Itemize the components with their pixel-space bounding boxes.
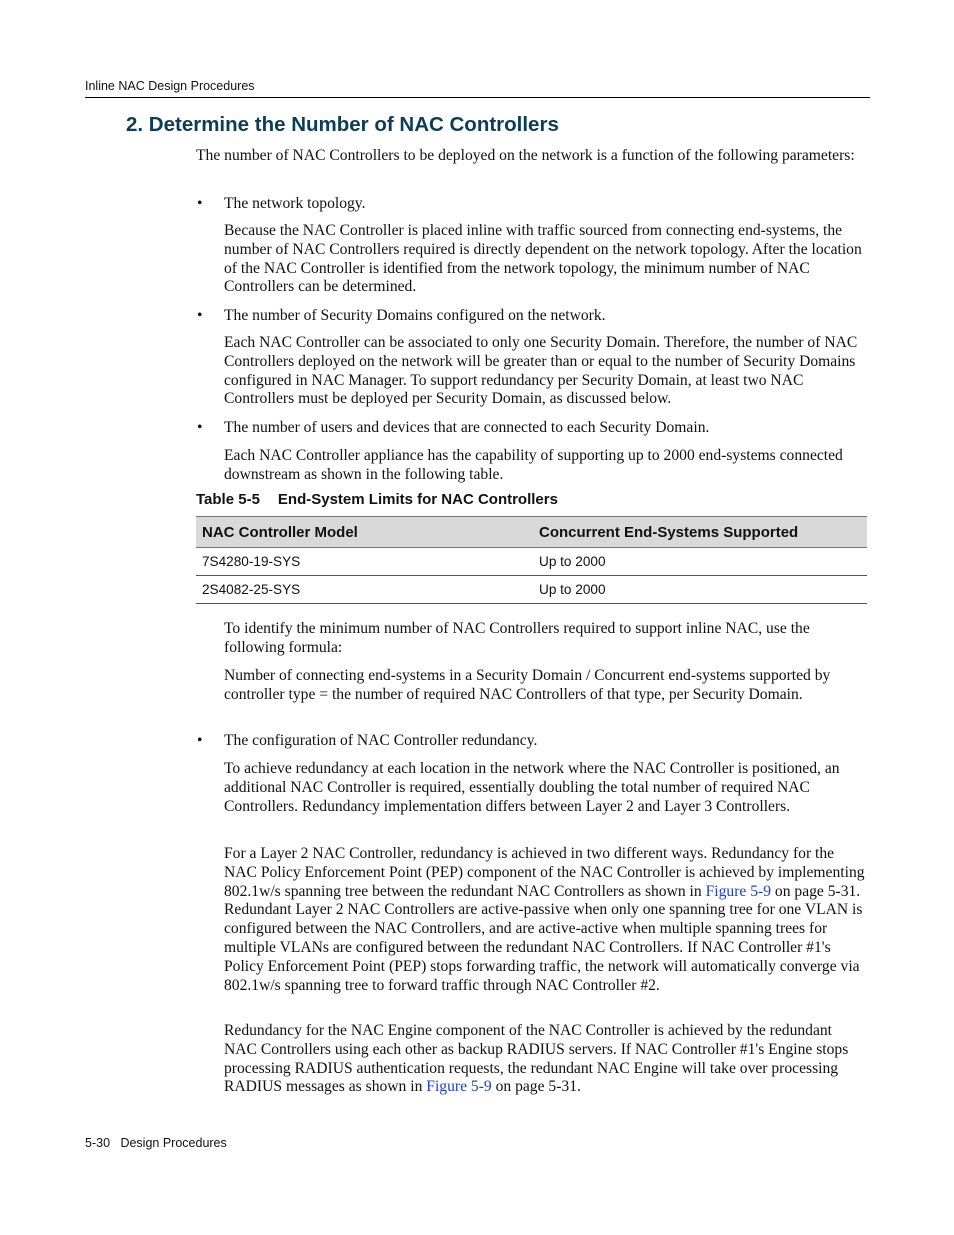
- table-header-row: [196, 517, 867, 548]
- intro-paragraph: [196, 147, 868, 166]
- list-item-security-domains: [197, 307, 868, 326]
- table-cell-concurrent: Up to 2000: [533, 576, 867, 604]
- bullet-paragraph: [224, 222, 868, 297]
- end-system-limits-table: [196, 516, 867, 604]
- redundancy-text: To achieve redundancy at each location in the network where the NAC Controller is positioned, an additional NAC Controller is required, essentially doubling the total number of required NAC Controllers. Redundancy implementation differs between Layer 2 and Layer 3 Controllers.: [224, 760, 840, 815]
- formula-intro-paragraph: [224, 620, 868, 658]
- list-item-redundancy: [197, 732, 868, 751]
- layer2-redundancy-text: [224, 845, 868, 995]
- column-header-model: NAC Controller Model: [196, 517, 533, 548]
- bullet-paragraph-text: Because the NAC Controller is placed inline with traffic sourced from connecting end-systems, the number of NAC Controllers required is directly dependent on the network topology. After the location of the NAC Controller is identified from the network topology, the minimum number of NAC Controllers can be determined.: [224, 222, 862, 296]
- bullet-icon: •: [197, 307, 203, 324]
- section-title: 2. Determine the Number of NAC Controllers: [126, 113, 559, 136]
- list-item-users-devices: [197, 419, 868, 438]
- bullet-icon: •: [197, 195, 203, 212]
- page-number: 5-30: [85, 1136, 111, 1150]
- engine-redundancy-paragraph: [224, 1022, 868, 1097]
- running-header: Inline NAC Design Procedures: [85, 79, 255, 93]
- list-item-network-topology: [197, 195, 868, 214]
- page-footer: [85, 1136, 227, 1150]
- engine-text-before: Redundancy for the NAC Engine component of the NAC Controller is achieved by the redundant NAC Controllers using each other as backup RADIUS servers. If NAC Controller #1's Engine stops processing RADIUS authentication requests, the redundant NAC Engine will take over processing RADIUS messages as shown in: [224, 1022, 849, 1096]
- table-caption-title: End-System Limits for NAC Controllers: [277, 491, 558, 508]
- bullet-paragraph-text: Each NAC Controller appliance has the capability of supporting up to 2000 end-systems connected downstream as shown in the following table.: [224, 447, 843, 483]
- table-row: [196, 576, 867, 604]
- figure-5-9-link[interactable]: Figure 5-9: [426, 1078, 492, 1096]
- formula-text: Number of connecting end-systems in a Security Domain / Concurrent end-systems supported by controller type = the number of required NAC Controllers of that type, per Security Domain.: [224, 667, 831, 703]
- formula-paragraph: [224, 667, 848, 705]
- bullet-label: The number of users and devices that are connected to each Security Domain.: [224, 419, 710, 436]
- bullet-paragraph-text: Each NAC Controller can be associated to only one Security Domain. Therefore, the number of NAC Controllers deployed on the network will be greater than or equal to the number of Security Domains configured in NAC Manager. To support redundancy per Security Domain, at least two NAC Controllers must be deployed per Security Domain, as discussed below.: [224, 334, 858, 408]
- bullet-label: The number of Security Domains configured on the network.: [224, 307, 606, 324]
- table-caption: [196, 491, 558, 508]
- figure-5-9-link[interactable]: Figure 5-9: [705, 882, 771, 900]
- column-header-concurrent: Concurrent End-Systems Supported: [533, 517, 867, 548]
- engine-redundancy-text: [224, 1022, 868, 1097]
- header-rule: [85, 97, 870, 98]
- bullet-label: The network topology.: [224, 195, 366, 212]
- formula-intro-text: To identify the minimum number of NAC Controllers required to support inline NAC, use the following formula:: [224, 620, 810, 656]
- redundancy-paragraph: [224, 760, 868, 816]
- bullet-label: The configuration of NAC Controller redundancy.: [224, 732, 538, 749]
- intro-text: The number of NAC Controllers to be deployed on the network is a function of the following parameters:: [196, 147, 855, 164]
- bullet-icon: •: [197, 419, 203, 436]
- table-cell-model: 7S4280-19-SYS: [196, 548, 533, 576]
- footer-chapter: Design Procedures: [120, 1136, 227, 1150]
- table-caption-number: Table 5-5: [196, 491, 260, 508]
- bullet-paragraph: [224, 334, 868, 409]
- table-cell-model: 2S4082-25-SYS: [196, 576, 533, 604]
- table-cell-concurrent: Up to 2000: [533, 548, 867, 576]
- layer2-text-after: on page 5-31. Redundant Layer 2 NAC Controllers are active-passive when only one spanning tree for one VLAN is configured between the NAC Controllers, and are active-active when multiple spanning trees for multiple VLANs are configured between the redundant NAC Controllers. If NAC Controller #1's Policy Enforcement Point (PEP) stops forwarding traffic, the network will automatically converge via 802.1w/s spanning tree to forward traffic through NAC Controller #2.: [224, 882, 863, 994]
- bullet-paragraph: [224, 447, 848, 485]
- bullet-icon: •: [197, 732, 203, 749]
- engine-text-after: on page 5-31.: [491, 1078, 581, 1096]
- table-row: [196, 548, 867, 576]
- layer2-redundancy-paragraph: [224, 845, 868, 995]
- layer2-text-before: For a Layer 2 NAC Controller, redundancy is achieved in two different ways. Redundancy for the NAC Policy Enforcement Point (PEP) component of the NAC Controller is achieved by implementing 802.1w/s spanning tree between the redundant NAC Controllers as shown in: [224, 845, 865, 900]
